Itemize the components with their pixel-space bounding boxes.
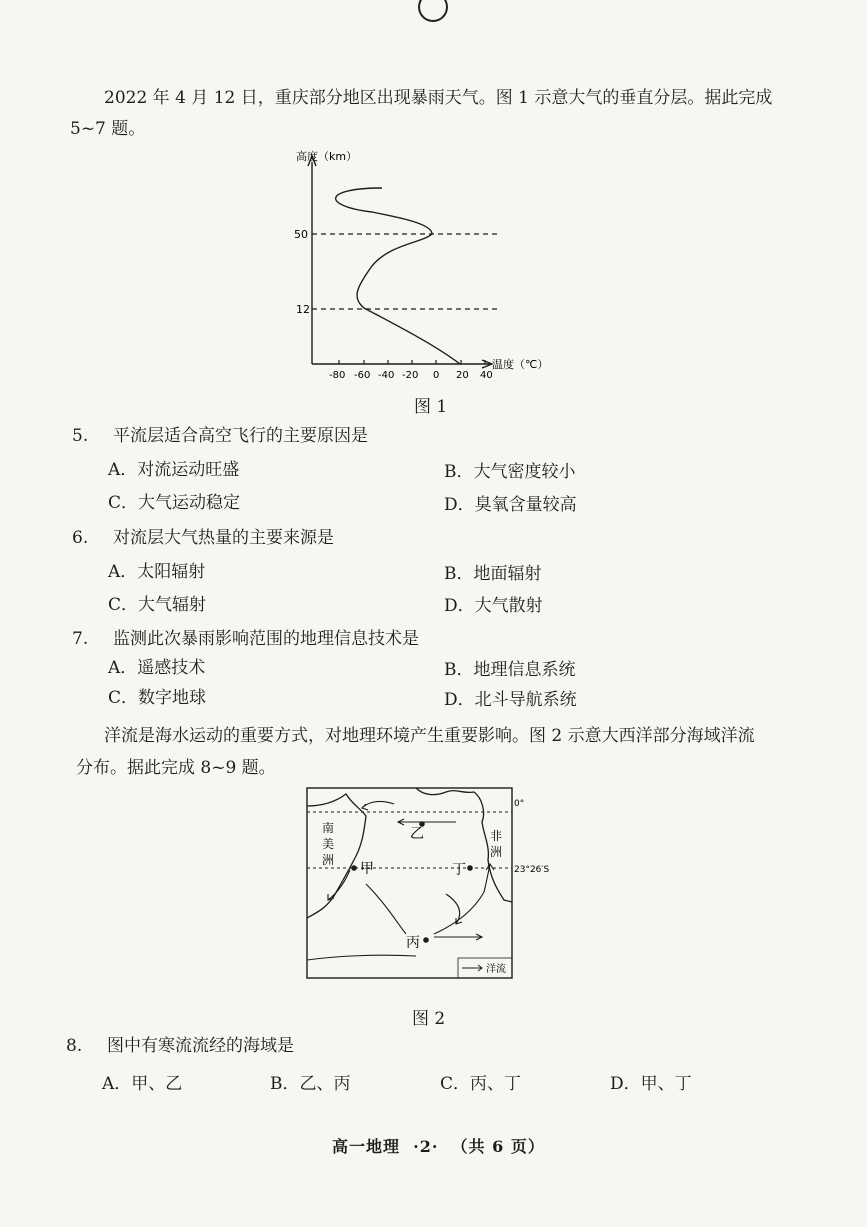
south-america-label-char: 南 xyxy=(322,821,335,835)
point-yi-label: 乙 xyxy=(410,826,424,842)
question-number: 7. xyxy=(72,629,89,649)
question-5-option-b[interactable]: B．大气密度较小 xyxy=(444,462,576,482)
x-tick-label: -80 xyxy=(329,370,346,381)
question-text: 监测此次暴雨影响范围的地理信息技术是 xyxy=(113,629,420,649)
figure-2-caption: 图 2 xyxy=(412,1009,446,1029)
latitude-tropic-label: 23°26′S xyxy=(514,865,550,875)
question-8-option-c[interactable]: C．丙、丁 xyxy=(440,1074,522,1094)
question-6-option-b[interactable]: B．地面辐射 xyxy=(444,564,542,584)
question-7-stem xyxy=(72,627,419,651)
intro-1-line-1: 2022 年 4 月 12 日，重庆部分地区出现暴雨天气。图 1 示意大气的垂直分层。据此完成 xyxy=(104,88,773,108)
x-axis-label: 温度（℃） xyxy=(492,358,549,371)
point-bing-label: 丙 xyxy=(406,935,420,951)
africa-label-char: 洲 xyxy=(490,845,503,859)
question-7-option-d[interactable]: D．北斗导航系统 xyxy=(444,690,577,710)
question-5-stem xyxy=(72,424,368,448)
question-text: 对流层大气热量的主要来源是 xyxy=(113,528,335,548)
point-bing-marker xyxy=(423,937,429,943)
x-tick-label: -60 xyxy=(354,370,371,381)
x-tick-label: -40 xyxy=(378,370,395,381)
question-number: 8. xyxy=(66,1036,83,1056)
question-text: 平流层适合高空飞行的主要原因是 xyxy=(113,426,369,446)
question-6-option-a[interactable]: A．太阳辐射 xyxy=(108,562,206,582)
binding-mark-icon xyxy=(418,0,448,22)
west-wind-drift-arrow xyxy=(366,884,406,934)
south-america-label-char: 洲 xyxy=(322,853,335,867)
question-7-option-c[interactable]: C．数字地球 xyxy=(108,688,207,708)
y-tick-50: 50 xyxy=(294,228,308,241)
question-number: 5. xyxy=(72,426,89,446)
question-6-option-d[interactable]: D．大气散射 xyxy=(444,596,543,616)
africa-label-char: 非 xyxy=(490,829,503,843)
question-text: 图中有寒流流经的海域是 xyxy=(107,1036,295,1056)
intro-2-line-1: 洋流是海水运动的重要方式，对地理环境产生重要影响。图 2 示意大西洋部分海域洋流 xyxy=(104,726,755,746)
intro-1-line-2: 5~7 题。 xyxy=(70,119,146,139)
question-8-option-b[interactable]: B．乙、丙 xyxy=(270,1074,351,1094)
latitude-equator-label: 0° xyxy=(514,799,525,809)
question-number: 6. xyxy=(72,528,89,548)
question-6-option-c[interactable]: C．大气辐射 xyxy=(108,595,207,615)
page-footer: 高一地理 ·2· （共 6 页） xyxy=(332,1137,545,1156)
north-current-arrow xyxy=(362,801,394,808)
temperature-curve xyxy=(336,188,460,364)
point-ding-marker xyxy=(467,865,473,871)
question-5-option-a[interactable]: A．对流运动旺盛 xyxy=(108,460,240,480)
y-tick-12: 12 xyxy=(296,303,310,316)
figure-1-atmosphere-chart xyxy=(282,148,549,388)
question-5-option-c[interactable]: C．大气运动稳定 xyxy=(108,493,241,513)
south-america-coastline xyxy=(307,794,366,918)
question-7-option-a[interactable]: A．遥感技术 xyxy=(108,658,206,678)
southern-boundary-current xyxy=(307,955,416,960)
question-5-option-d[interactable]: D．臭氧含量较高 xyxy=(444,495,577,515)
x-tick-label: 20 xyxy=(456,370,469,381)
question-6-stem xyxy=(72,526,334,550)
x-tick-label: 0 xyxy=(433,370,440,381)
y-axis-label: 高度（km） xyxy=(296,150,358,163)
question-8-option-d[interactable]: D．甲、丁 xyxy=(610,1074,692,1094)
point-ding-label: 丁 xyxy=(452,862,466,878)
figure-2-ocean-current-map xyxy=(306,784,568,984)
x-tick-label: 40 xyxy=(480,370,493,381)
point-jia-label: 甲 xyxy=(360,861,374,877)
south-america-label-char: 美 xyxy=(322,837,335,851)
point-jia-marker xyxy=(351,865,357,871)
x-tick-label: -20 xyxy=(402,370,419,381)
question-8-option-a[interactable]: A．甲、乙 xyxy=(102,1074,183,1094)
question-7-option-b[interactable]: B．地理信息系统 xyxy=(444,660,576,680)
question-8-stem xyxy=(66,1034,294,1058)
figure-1-caption: 图 1 xyxy=(414,397,448,417)
legend-label: 洋流 xyxy=(486,964,506,975)
intro-2-line-2: 分布。据此完成 8~9 题。 xyxy=(76,758,276,778)
